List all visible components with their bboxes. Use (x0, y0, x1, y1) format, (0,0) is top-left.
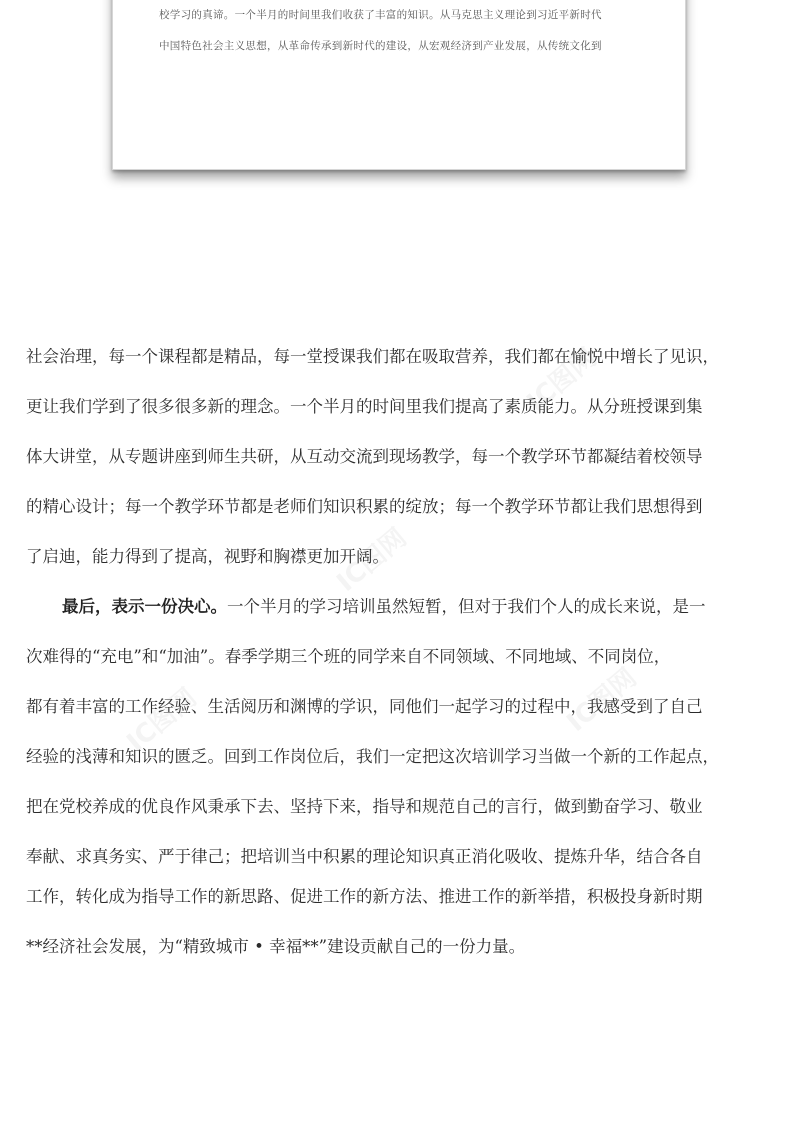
paragraph-line: 工作，转化成为指导工作的新思路、促进工作的新方法、推进工作的新举措，积极投身新时期 (26, 887, 703, 906)
paragraph-line: 都有着丰富的工作经验、生活阅历和渊博的学识，同他们一起学习的过程中，我感受到了自己 (26, 697, 703, 716)
paragraph-line: 社会治理，每一个课程都是精品，每一堂授课我们都在吸取营养，我们都在愉悦中增长了见识， (26, 347, 719, 366)
paragraph-lead-line (62, 596, 774, 618)
paragraph-line: 更让我们学到了很多很多新的理念。一个半月的时间里我们提高了素质能力。从分班授课到集 (26, 397, 703, 416)
paragraph-line: 的精心设计；每一个教学环节都是老师们知识积累的绽放；每一个教学环节都让我们思想得到 (26, 497, 703, 516)
paragraph-line: **经济社会发展，为“精致城市 • 幸福**”建设贡献自己的一份力量。 (26, 937, 526, 956)
paragraph-line: 了启迪，能力得到了提高，视野和胸襟更加开阔。 (26, 547, 389, 566)
preview-text-line: 中国特色社会主义思想，从革命传承到新时代的建设，从宏观经济到产业发展，从传统文化到 (159, 40, 602, 52)
watermark: IC图网 (331, 522, 413, 598)
paragraph-lead-text: 一个半月的学习培训虽然短暂，但对于我们个人的成长来说，是一 (227, 597, 706, 616)
paragraph-line: 体大讲堂，从专题讲座到师生共研，从互动交流到现场教学，每一个教学环节都凝结着校领导 (26, 447, 703, 466)
preview-text-line: 校学习的真谛。一个半月的时间里我们收获了丰富的知识。从马克思主义理论到习近平新时代 (159, 9, 602, 21)
paragraph-line: 次难得的“充电”和“加油”。春季学期三个班的同学来自不同领域、不同地域、不同岗位， (26, 647, 671, 666)
paragraph-line: 经验的浅薄和知识的匮乏。回到工作岗位后，我们一定把这次培训学习当做一个新的工作起点， (26, 747, 719, 766)
watermark: IC图网 (121, 682, 203, 758)
paragraph-line: 奉献、求真务实、严于律己；把培训当中积累的理论知识真正消化吸收、提炼升华，结合各自 (26, 847, 703, 866)
watermark: IC图网 (521, 342, 603, 418)
paragraph-lead-bold: 最后，表示一份决心。 (62, 597, 227, 616)
paragraph-line: 把在党校养成的优良作风秉承下去、坚持下来，指导和规范自己的言行，做到勤奋学习、敬业 (26, 797, 703, 816)
watermark: IC图网 (561, 662, 643, 738)
